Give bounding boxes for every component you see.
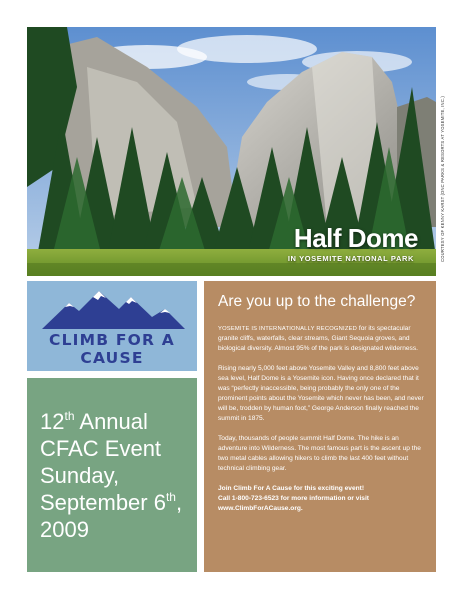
event-weekday: Sunday, <box>40 463 120 488</box>
event-day-ordinal: th <box>165 490 176 504</box>
photo-title: Half Dome <box>293 223 418 253</box>
event-details <box>40 408 191 543</box>
info-paragraph-3: Today, thousands of people summit Half Dome. The hike is an adventure into Wilderness. The most famous part is the ascent up the two metal cables allowing hikers to climb the last 400 feet without technical climbing gear. <box>218 435 421 472</box>
info-panel <box>204 281 436 572</box>
logo-panel <box>27 281 197 371</box>
photo-subtitle: IN YOSEMITE NATIONAL PARK <box>287 254 414 263</box>
event-panel <box>27 378 197 572</box>
info-heading: Are you up to the challenge? <box>218 293 416 310</box>
info-paragraph-2: Rising nearly 5,000 feet above Yosemite Valley and 8,800 feet above sea level, Half Dome is a Yosemite icon. Having once declared that it was “perfectly inaccessible, being probably the only one of the prominent points about the Yosemite which never has been, and never will be, trodden by human foot,” George Anderson finally reached the summit in 1875. <box>218 365 424 422</box>
info-paragraph-1 <box>218 324 424 354</box>
event-date-comma: , <box>175 490 183 515</box>
mountain-logo-icon <box>27 281 197 333</box>
event-date <box>40 489 191 516</box>
cta-line-1: Join Climb For A Cause for this exciting event! <box>218 485 365 492</box>
event-name: CFAC Event <box>40 436 162 461</box>
half-dome-photo <box>27 27 436 276</box>
cta-website-link[interactable]: www.ClimbForACause.org. <box>218 505 303 512</box>
event-line-annual <box>40 408 191 435</box>
info-paragraph-1-lead: YOSEMITE IS INTERNATIONALLY RECOGNIZED <box>218 326 358 332</box>
event-ordinal: th <box>64 409 75 423</box>
photo-credit: COURTESY OF KENNY KARST (DNC PARKS & RESORTS AT YOSEMITE, INC.) <box>440 96 445 262</box>
event-number: 12 <box>40 409 65 434</box>
cta-line-2: Call 1-800-723-6523 for more information or visit <box>218 495 369 502</box>
event-annual-label: Annual <box>74 409 148 434</box>
info-paragraph-1-text: for its spectacular granite cliffs, waterfalls, clear streams, Giant Sequoia groves, and biological diversity. Almost 95% of the park is designated wilderness. <box>218 325 418 352</box>
call-to-action <box>218 484 424 514</box>
event-month-day: September 6 <box>40 490 166 515</box>
event-year: 2009 <box>40 517 89 542</box>
logo-text: CLIMB FOR A CAUSE <box>49 331 175 367</box>
